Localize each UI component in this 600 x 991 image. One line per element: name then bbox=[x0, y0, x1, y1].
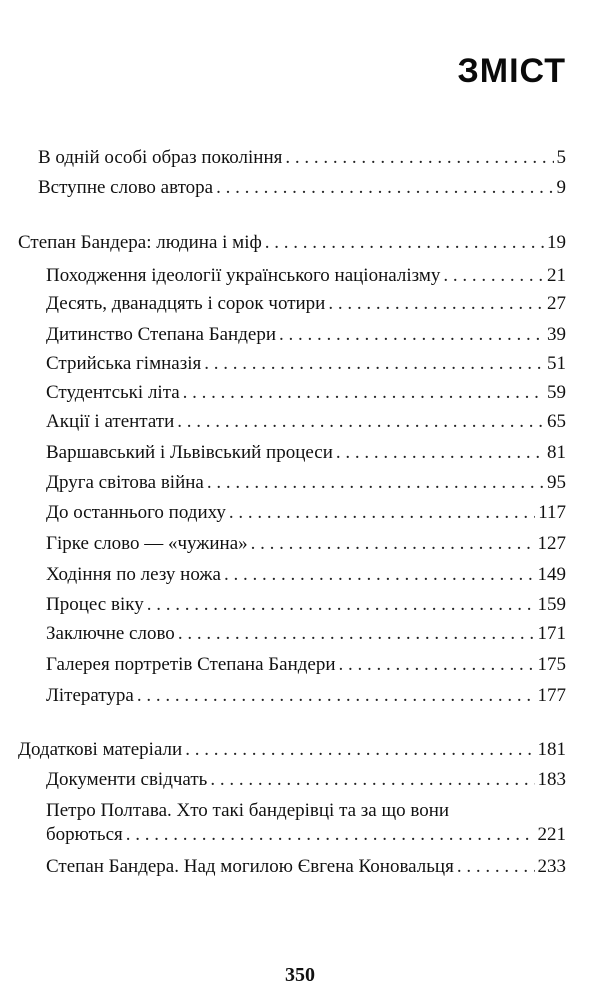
dot-leader bbox=[336, 441, 544, 465]
toc-section-heading[interactable] bbox=[18, 738, 566, 762]
toc-entry-page: 177 bbox=[537, 685, 566, 706]
dot-leader bbox=[210, 768, 534, 792]
toc-entry-title: Дитинство Степана Бандери bbox=[46, 324, 276, 345]
toc-entry[interactable] bbox=[46, 653, 566, 677]
dot-leader bbox=[265, 231, 544, 255]
toc-entry-title: Заключне слово bbox=[46, 623, 175, 644]
toc-entry-page: 65 bbox=[547, 411, 566, 432]
toc-entry-title: Студентські літа bbox=[46, 382, 180, 403]
dot-leader bbox=[339, 653, 535, 677]
toc-entry-page: 181 bbox=[537, 739, 566, 760]
toc-entry-title: Додаткові матеріали bbox=[18, 739, 183, 760]
toc-entry[interactable] bbox=[46, 593, 566, 617]
dot-leader bbox=[224, 563, 535, 587]
toc-entry[interactable] bbox=[46, 471, 566, 495]
toc-entry-title: Вступне слово автора bbox=[38, 177, 214, 198]
toc-entry-title: Процес віку bbox=[46, 594, 144, 615]
toc-entry-page: 159 bbox=[537, 594, 566, 615]
toc-entry-page: 9 bbox=[556, 177, 566, 198]
toc-entry-page: 233 bbox=[537, 856, 566, 877]
toc-entry[interactable] bbox=[46, 563, 566, 587]
dot-leader bbox=[126, 823, 535, 847]
toc-entry-page: 149 bbox=[537, 564, 566, 585]
dot-leader bbox=[457, 855, 535, 879]
toc-entry[interactable] bbox=[46, 501, 566, 525]
page-number: 350 bbox=[285, 964, 315, 986]
toc-entry[interactable] bbox=[46, 768, 566, 792]
page-title: ЗМІСТ bbox=[457, 52, 566, 90]
toc-entry[interactable] bbox=[46, 441, 566, 465]
toc-entry-page: 175 bbox=[537, 654, 566, 675]
toc-entry-title: До останнього подиху bbox=[46, 502, 226, 523]
dot-leader bbox=[178, 622, 535, 646]
toc-entry[interactable] bbox=[46, 823, 566, 847]
toc-entry-page: 221 bbox=[537, 824, 566, 845]
toc-entry-page: 39 bbox=[547, 324, 566, 345]
toc-entry[interactable] bbox=[46, 381, 566, 405]
dot-leader bbox=[177, 410, 544, 434]
toc-entry[interactable] bbox=[46, 410, 566, 434]
dot-leader bbox=[216, 176, 553, 200]
toc-entry-title: Гірке слово — «чужина» bbox=[46, 533, 248, 554]
dot-leader bbox=[147, 593, 535, 617]
toc-entry-title: В одній особі образ покоління bbox=[38, 147, 283, 168]
dot-leader bbox=[185, 738, 534, 762]
toc-entry-page: 81 bbox=[547, 442, 566, 463]
dot-leader bbox=[285, 146, 553, 170]
toc-entry[interactable] bbox=[38, 176, 566, 200]
toc-entry[interactable] bbox=[46, 264, 566, 288]
toc-entry-page: 95 bbox=[547, 472, 566, 493]
dot-leader bbox=[328, 292, 544, 316]
toc-entry-title: Документи свідчать bbox=[46, 769, 208, 790]
toc-entry[interactable] bbox=[46, 622, 566, 646]
toc-entry-page: 5 bbox=[556, 147, 566, 168]
toc-entry-title: Степан Бандера: людина і міф bbox=[18, 232, 262, 253]
toc-entry-title: Степан Бандера. Над могилою Євгена Коновальця bbox=[46, 856, 454, 877]
dot-leader bbox=[137, 684, 535, 708]
dot-leader bbox=[207, 471, 544, 495]
toc-entry-title-line1[interactable]: Петро Полтава. Хто такі бандерівці та за що вони bbox=[46, 800, 450, 821]
toc-entry-page: 117 bbox=[538, 502, 566, 523]
toc-entry-page: 171 bbox=[537, 623, 566, 644]
toc-entry-title: Походження ідеології українського націоналізму bbox=[46, 265, 441, 286]
toc-entry-title: Ходіння по лезу ножа bbox=[46, 564, 221, 585]
toc-entry-title: Акції і атентати bbox=[46, 411, 175, 432]
dot-leader bbox=[204, 352, 544, 376]
toc-entry-title: борються bbox=[46, 824, 123, 845]
toc-entry-page: 27 bbox=[547, 293, 566, 314]
dot-leader bbox=[251, 532, 535, 556]
toc-entry-page: 19 bbox=[547, 232, 566, 253]
toc-entry[interactable] bbox=[46, 684, 566, 708]
toc-entry[interactable] bbox=[46, 323, 566, 347]
toc-entry-page: 51 bbox=[547, 353, 566, 374]
toc-entry[interactable] bbox=[46, 292, 566, 316]
toc-entry-title: Друга світова війна bbox=[46, 472, 204, 493]
toc-entry-page: 127 bbox=[537, 533, 566, 554]
toc-entry-page: 21 bbox=[547, 265, 566, 286]
toc-entry-title: Стрийська гімназія bbox=[46, 353, 202, 374]
dot-leader bbox=[183, 381, 544, 405]
toc-entry[interactable] bbox=[46, 855, 566, 879]
toc-entry-page: 183 bbox=[537, 769, 566, 790]
toc-entry-title: Література bbox=[46, 685, 134, 706]
toc-entry-title: Десять, дванадцять і сорок чотири bbox=[46, 293, 326, 314]
toc-entry-page: 59 bbox=[547, 382, 566, 403]
toc-entry-title: Варшавський і Львівський процеси bbox=[46, 442, 333, 463]
toc-section-heading[interactable] bbox=[18, 231, 566, 255]
toc-entry[interactable] bbox=[38, 146, 566, 170]
toc-entry[interactable] bbox=[46, 352, 566, 376]
dot-leader bbox=[443, 264, 544, 288]
toc-entry-title: Галерея портретів Степана Бандери bbox=[46, 654, 336, 675]
dot-leader bbox=[279, 323, 544, 347]
toc-entry[interactable] bbox=[46, 532, 566, 556]
dot-leader bbox=[229, 501, 535, 525]
